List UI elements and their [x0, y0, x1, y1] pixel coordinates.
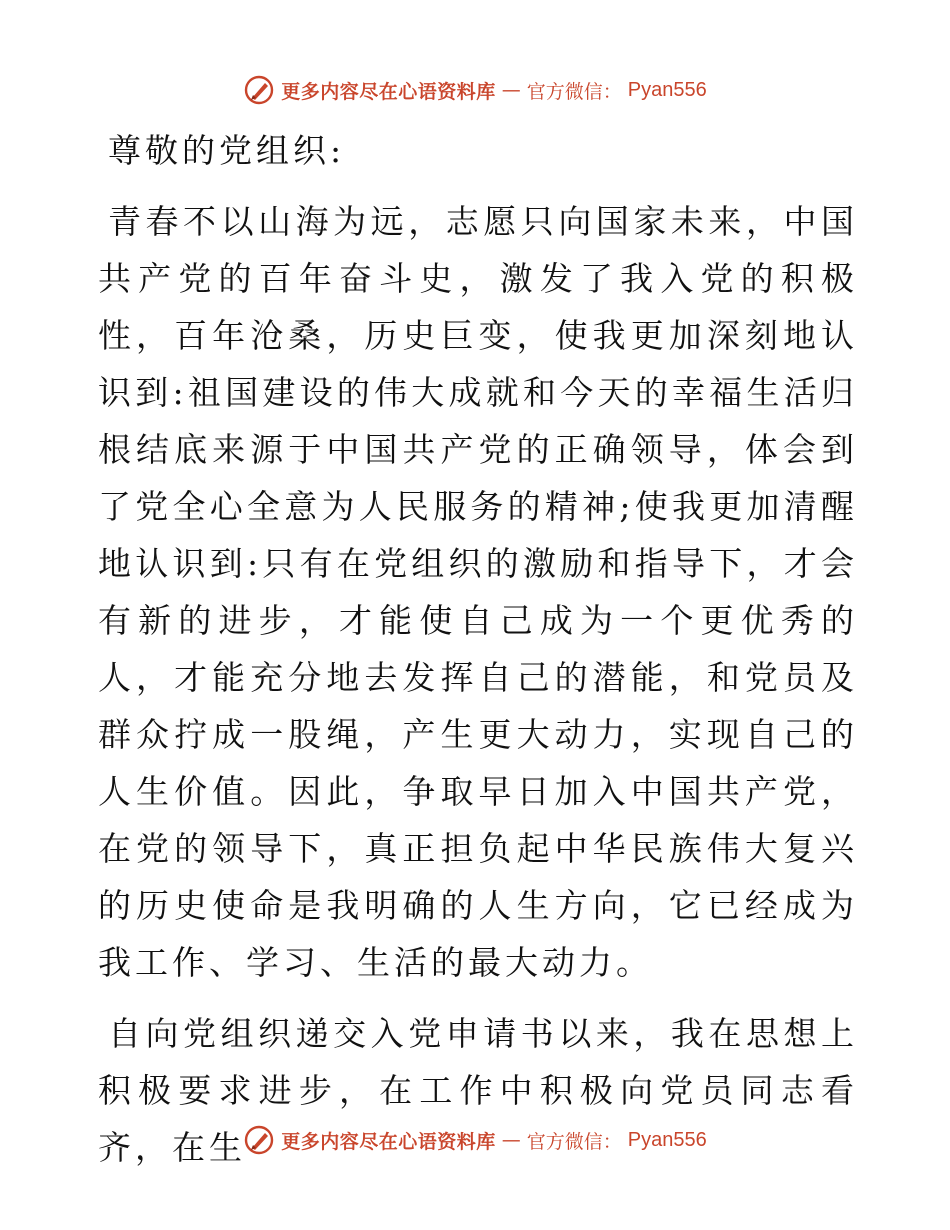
footer-brand-text: 更多内容尽在心语资料库 [281, 1130, 496, 1153]
footer-wechat-label: 官方微信： [526, 1130, 622, 1153]
footer-banner [0, 1120, 950, 1160]
pen-nib-logo-icon [243, 74, 275, 106]
header-wechat-label: 官方微信： [526, 80, 622, 103]
footer-separator: — [501, 1129, 521, 1151]
letter-body [98, 122, 858, 1190]
pen-nib-logo-icon [243, 1124, 275, 1156]
paragraph: 自向党组织递交入党申请书以来，我在思想上积极要求进步，在工作中积极向党员同志看齐，在生 [98, 1014, 858, 1167]
header-separator: — [501, 79, 521, 101]
header-wechat-id: Pyan556 [627, 78, 707, 101]
header-brand-text: 更多内容尽在心语资料库 [281, 80, 496, 103]
salutation: 尊敬的党组织: [108, 131, 346, 170]
footer-wechat-id: Pyan556 [627, 1128, 707, 1151]
paragraph: 青春不以山海为远，志愿只向国家未来，中国共产党的百年奋斗史，激发了我入党的积极性，百年沧桑，历史巨变，使我更加深刻地认识到:祖国建设的伟大成就和今天的幸福生活归根结底来源于中国共产党的正确领导，体会到了党全心全意为人民服务的精神;使我更加清醒地认识到:只有在党组织的激励和指导下，才会有新的进步，才能使自己成为一个更优秀的人，才能充分地去发挥自己的潜能，和党员及群众拧成一股绳，产生更大动力，实现自己的人生价值。因此，争取早日加入中国共产党，在党的领导下，真正担负起中华民族伟大复兴的历史使命是我明确的人生方向，它已经成为我工作、学习、生活的最大动力。 [98, 202, 858, 982]
header-banner [0, 70, 950, 110]
